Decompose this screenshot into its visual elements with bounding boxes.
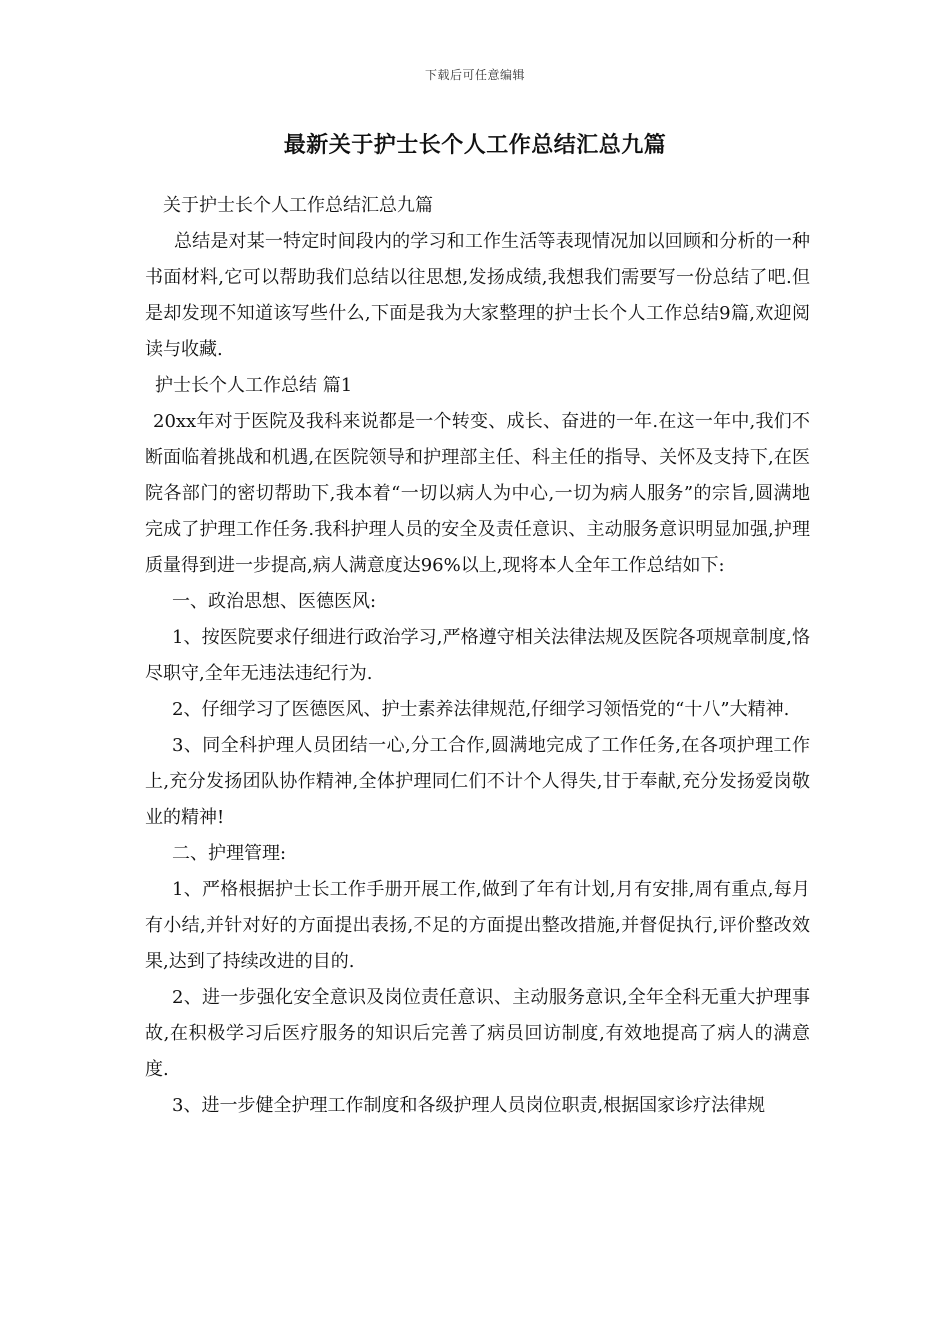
intro-paragraph: 总结是对某一特定时间段内的学习和工作生活等表现情况加以回顾和分析的一种书面材料,它可以帮助我们总结以往思想,发扬成绩,我想我们需要写一份总结了吧.但是却发现不知道该写些什么,下面是我为大家整理的护士长个人工作总结9篇,欢迎阅读与收藏.: [145, 231, 810, 360]
body-paragraph: 2、仔细学习了医德医风、护士素养法律规范,仔细学习领悟党的“十八”大精神.: [172, 699, 790, 720]
body-paragraph: 3、同全科护理人员团结一心,分工合作,圆满地完成了工作任务,在各项护理工作上,充分发扬团队协作精神,全体护理同仁们不计个人得失,甘于奉献,充分发扬爱岗敬业的精神!: [145, 735, 810, 828]
body-paragraph: 1、按医院要求仔细进行政治学习,严格遵守相关法律法规及医院各项规章制度,恪尽职守,全年无违法违纪行为.: [145, 627, 810, 684]
body-paragraph: 2、进一步强化安全意识及岗位责任意识、主动服务意识,全年全科无重大护理事故,在积极学习后医疗服务的知识后完善了病员回访制度,有效地提高了病人的满意度.: [145, 987, 810, 1080]
document-title: 最新关于护士长个人工作总结汇总九篇: [283, 132, 667, 158]
subsection-heading: 一、政治思想、医德医风:: [172, 591, 377, 612]
subtitle-paragraph: 关于护士长个人工作总结汇总九篇: [163, 195, 433, 216]
body-paragraph: 20xx年对于医院及我科来说都是一个转变、成长、奋进的一年.在这一年中,我们不断面临着挑战和机遇,在医院领导和护理部主任、科主任的指导、关怀及支持下,在医院各部门的密切帮助下,我本着“一切以病人为中心,一切为病人服务”的宗旨,圆满地完成了护理工作任务.我科护理人员的安全及责任意识、主动服务意识明显加强,护理质量得到进一步提高,病人满意度达96%以上,现将本人全年工作总结如下:: [145, 411, 810, 576]
body-paragraph: 3、进一步健全护理工作制度和各级护理人员岗位职责,根据国家诊疗法律规: [172, 1095, 766, 1116]
subsection-heading: 二、护理管理:: [172, 843, 287, 864]
section-heading: 护士长个人工作总结 篇1: [155, 375, 353, 396]
header-note: 下载后可任意编辑: [424, 68, 525, 82]
document-body: [145, 188, 810, 1124]
body-paragraph: 1、严格根据护士长工作手册开展工作,做到了年有计划,月有安排,周有重点,每月有小结,并针对好的方面提出表扬,不足的方面提出整改措施,并督促执行,评价整改效果,达到了持续改进的目的.: [145, 879, 810, 972]
